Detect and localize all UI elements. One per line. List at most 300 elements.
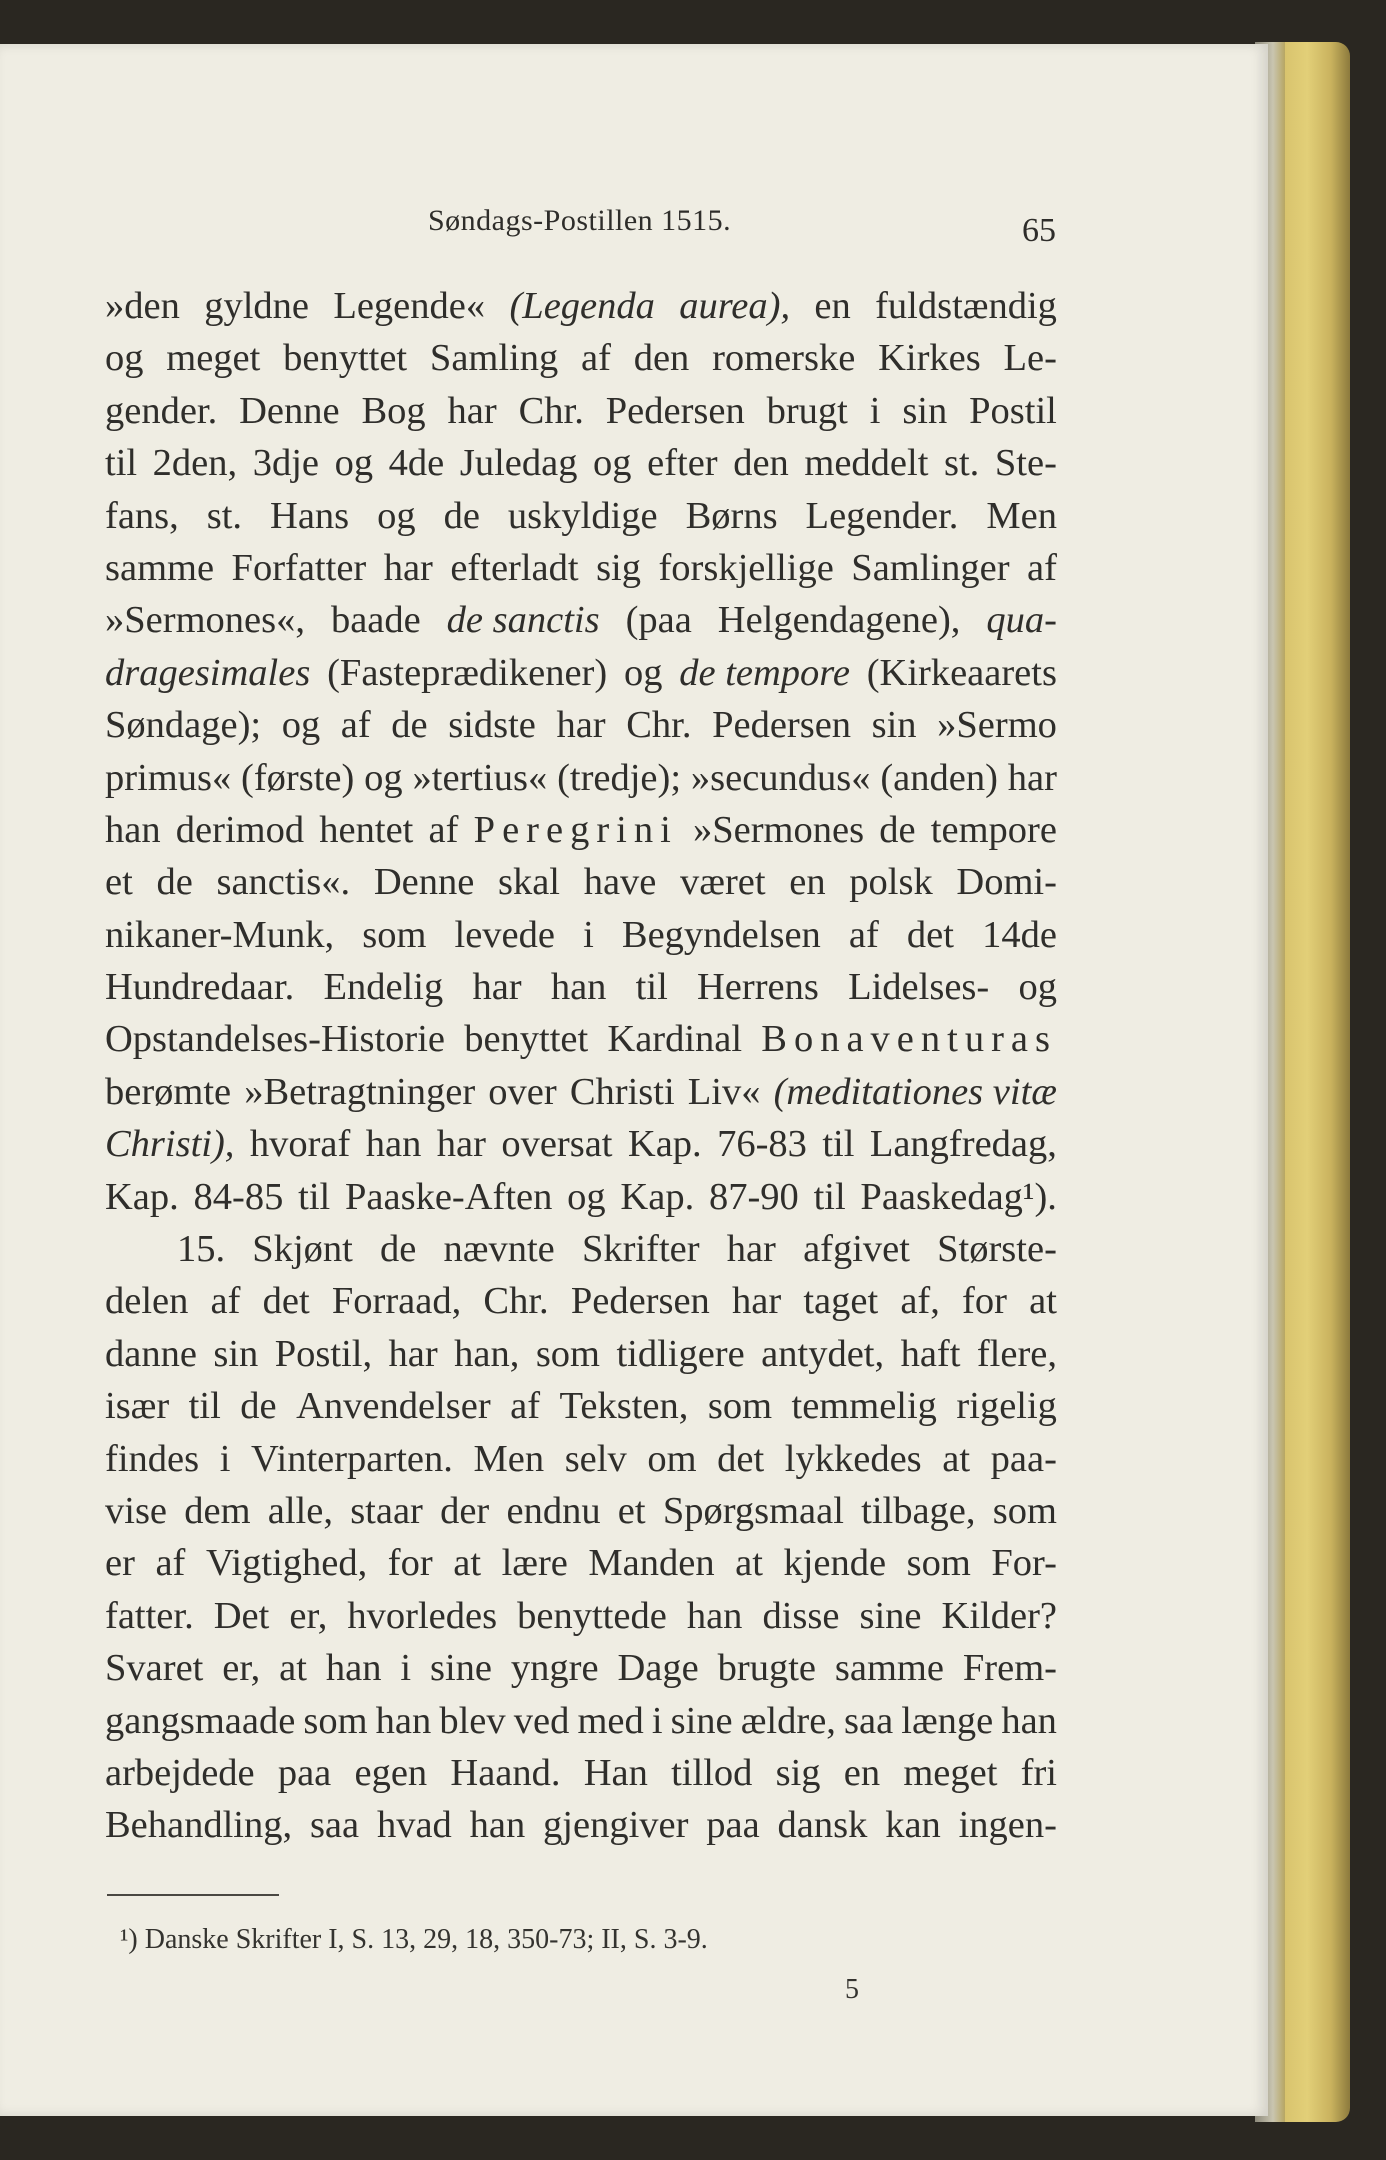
word: nikaner-Munk,	[105, 913, 335, 956]
word: danne	[105, 1332, 197, 1375]
word: forskjellige	[658, 546, 834, 589]
word: har	[383, 546, 433, 589]
word: hentet	[319, 808, 414, 851]
text-line	[105, 1118, 1057, 1170]
word: fuldstændig	[875, 285, 1057, 327]
word: han	[686, 1594, 743, 1637]
text-line	[105, 280, 1057, 332]
text-line	[105, 752, 1057, 804]
word: har	[472, 966, 522, 1009]
text-line	[105, 1223, 1057, 1275]
word: Forraad,	[331, 1280, 462, 1323]
word: der	[440, 1489, 490, 1532]
word: tempore	[930, 808, 1057, 851]
word: af	[1027, 546, 1057, 589]
word: af	[210, 1280, 241, 1323]
word: og	[623, 651, 663, 694]
word: er,	[222, 1647, 261, 1690]
word: sine	[670, 1699, 733, 1742]
word: og	[364, 756, 403, 799]
word: at	[735, 1542, 763, 1585]
word: saa	[844, 1699, 894, 1742]
word: (meditationes vitæ	[773, 1070, 1057, 1113]
word: af	[848, 913, 879, 956]
text-line	[105, 1433, 1057, 1485]
word: i	[651, 1699, 663, 1742]
word: Paaskedag¹).	[860, 1175, 1057, 1218]
word: gjengiver	[543, 1804, 689, 1847]
word: kan	[885, 1804, 941, 1847]
word: Chr.	[483, 1280, 549, 1323]
word: 76-83	[717, 1123, 807, 1166]
word: Christi	[569, 1070, 675, 1113]
word: fri	[1020, 1751, 1057, 1794]
word: Kap.	[105, 1175, 179, 1218]
word: Teksten,	[559, 1385, 689, 1428]
word: polsk	[849, 861, 933, 904]
text-line	[105, 542, 1057, 594]
word: brugte	[717, 1647, 816, 1690]
text-line	[105, 804, 1057, 856]
word: benyttet	[283, 337, 408, 380]
word: paa	[706, 1804, 760, 1847]
book-page	[0, 44, 1268, 2116]
word: har	[388, 1332, 438, 1375]
word: Vigtighed,	[205, 1542, 368, 1585]
text-line	[105, 332, 1057, 384]
word: er	[105, 1542, 135, 1585]
word: sine	[859, 1594, 922, 1637]
word: paa	[277, 1751, 332, 1794]
word: han	[325, 1647, 382, 1690]
word: Behandling,	[105, 1804, 293, 1847]
word: Chr.	[626, 704, 692, 747]
word: ældre,	[740, 1699, 836, 1742]
word: meget	[166, 337, 261, 380]
word: den	[633, 337, 690, 380]
word: til	[298, 1175, 331, 1218]
word: et	[105, 861, 133, 904]
word: lykkedes	[784, 1437, 922, 1480]
word: til	[635, 966, 668, 1009]
word: at	[1029, 1280, 1057, 1323]
word: Kilder?	[941, 1594, 1057, 1637]
word: benyttede	[517, 1594, 667, 1637]
word: dragesimales	[105, 651, 311, 694]
text-line	[105, 909, 1057, 961]
word: Børns	[685, 494, 778, 537]
word: Haand.	[450, 1751, 561, 1794]
word: Christi),	[105, 1123, 235, 1166]
word: Paaske-Aften	[345, 1175, 553, 1218]
word: Frem-	[962, 1647, 1057, 1690]
word: Domi-	[956, 861, 1057, 904]
word: de	[391, 704, 428, 747]
word: »Betragtninger	[244, 1070, 476, 1113]
word: at	[279, 1647, 307, 1690]
text-line	[105, 1275, 1057, 1327]
word: han	[550, 966, 607, 1009]
text-line	[105, 1328, 1057, 1380]
word: sig	[775, 1751, 821, 1794]
word: han	[375, 1699, 432, 1742]
word: Forfatter	[231, 546, 367, 589]
word: lære	[501, 1542, 568, 1585]
text-line	[105, 385, 1057, 437]
text-line	[105, 1747, 1057, 1799]
word: 3dje	[252, 442, 320, 485]
word: Vinterparten.	[251, 1437, 453, 1480]
word: levede	[454, 913, 555, 956]
word: til	[188, 1385, 221, 1428]
word: Kap.	[627, 1123, 702, 1166]
word: har	[436, 1123, 486, 1166]
word: han,	[454, 1332, 520, 1375]
word: Peregrini	[473, 808, 678, 851]
word: som	[992, 1489, 1057, 1532]
word: tilbage,	[861, 1489, 976, 1532]
word: sin	[871, 704, 917, 747]
word: Manden	[588, 1542, 715, 1585]
word: som	[707, 1385, 773, 1428]
word: »den	[105, 285, 180, 327]
word: de tempore	[679, 651, 850, 694]
word: taget	[803, 1280, 879, 1323]
word: tidligere	[616, 1332, 745, 1375]
word: gender.	[105, 389, 218, 432]
word: selv	[564, 1437, 627, 1480]
word: det	[906, 913, 954, 956]
word: til	[822, 1123, 855, 1166]
text-line	[105, 1695, 1057, 1747]
text-line	[105, 856, 1057, 908]
word: temmelig	[791, 1385, 937, 1428]
word: det	[717, 1437, 765, 1480]
word: alle,	[267, 1489, 333, 1532]
word: nævnte	[443, 1228, 555, 1271]
text-line	[105, 1485, 1057, 1537]
text-line	[105, 1380, 1057, 1432]
word: baade	[330, 599, 421, 642]
word: et	[617, 1489, 646, 1532]
word: Største-	[937, 1228, 1057, 1271]
word: Le-	[1003, 337, 1057, 380]
word: fans,	[105, 494, 179, 537]
word: Kap.	[620, 1175, 695, 1218]
word: er,	[289, 1594, 328, 1637]
word: 15.	[177, 1228, 226, 1271]
word: (Fasteprædikener)	[327, 651, 608, 694]
word: romerske	[712, 337, 856, 380]
footnote-divider	[107, 1894, 279, 1896]
word: Hans	[270, 494, 350, 537]
word: findes	[105, 1437, 200, 1480]
word: hvad	[376, 1804, 452, 1847]
text-line	[105, 1799, 1057, 1851]
word: at	[942, 1437, 971, 1480]
word: »Sermo	[937, 704, 1057, 747]
word: ingen-	[958, 1804, 1057, 1847]
word: Postil,	[274, 1332, 373, 1375]
word: For-	[991, 1542, 1057, 1585]
word: Lidelses-	[848, 966, 990, 1009]
text-line	[105, 1537, 1057, 1589]
word: Søndage);	[105, 704, 262, 747]
word: (første)	[241, 756, 355, 799]
word: for	[387, 1542, 433, 1585]
word: til	[813, 1175, 846, 1218]
word: derimod	[175, 808, 305, 851]
word: endnu	[506, 1489, 601, 1532]
word: fatter.	[105, 1594, 194, 1637]
word: rigelig	[956, 1385, 1057, 1428]
word: saa	[309, 1804, 360, 1847]
word: »tertius«	[412, 756, 548, 799]
word: efterladt	[450, 546, 579, 589]
word: egen	[354, 1751, 428, 1794]
word: han	[105, 808, 161, 851]
word: han	[1001, 1699, 1057, 1742]
word: uskyldige	[507, 494, 658, 537]
word: (paa	[625, 599, 692, 642]
word: har	[726, 1228, 776, 1271]
word: har	[731, 1280, 782, 1323]
word: skal	[497, 861, 561, 904]
word: Samlinger	[851, 546, 1010, 589]
word: i	[869, 389, 881, 432]
text-line	[105, 437, 1057, 489]
word: ved	[513, 1699, 570, 1742]
word: disse	[762, 1594, 840, 1637]
word: Begyndelsen	[621, 913, 821, 956]
word: af,	[900, 1280, 940, 1323]
word: i	[219, 1437, 231, 1480]
word: af	[581, 337, 611, 380]
word: været	[680, 861, 766, 904]
word: Pedersen	[712, 704, 852, 747]
word: aurea),	[679, 285, 791, 327]
word: Pedersen	[570, 1280, 710, 1323]
word: som	[362, 913, 427, 956]
word: arbejdede	[105, 1751, 255, 1794]
text-line	[105, 1066, 1057, 1118]
word: af	[510, 1385, 541, 1428]
word: gangsmaade	[105, 1699, 296, 1742]
word: i	[400, 1647, 412, 1690]
word: Det	[213, 1594, 270, 1637]
word: Men	[473, 1437, 545, 1480]
word: Ste-	[994, 442, 1057, 485]
text-line	[105, 647, 1057, 699]
word: Opstandelses-Historie	[105, 1018, 446, 1061]
word: Pedersen	[605, 389, 745, 432]
word: Svaret	[105, 1647, 204, 1690]
text-line	[105, 699, 1057, 751]
word: af	[155, 1542, 186, 1585]
signature-mark: 5	[845, 1974, 859, 2005]
word: over	[488, 1070, 557, 1113]
word: benyttet	[464, 1018, 589, 1061]
word: den	[733, 442, 789, 485]
word: det	[262, 1280, 310, 1323]
word: Herrens	[697, 966, 819, 1009]
word: Samling	[429, 337, 559, 380]
word: Legende«	[333, 285, 486, 327]
page-number: 65	[1022, 212, 1056, 249]
text-line	[105, 1590, 1057, 1642]
word: de	[380, 1228, 417, 1271]
word: de	[443, 494, 480, 537]
word: 84-85	[193, 1175, 284, 1218]
word: Skrifter	[581, 1228, 700, 1271]
word: Denne	[373, 861, 475, 904]
word: hvorledes	[347, 1594, 498, 1637]
word: de	[240, 1385, 277, 1428]
word: har	[556, 704, 606, 747]
word: Postil	[969, 389, 1057, 432]
word: dem	[184, 1489, 251, 1532]
word: meget	[903, 1751, 998, 1794]
word: Spørgsmaal	[662, 1489, 844, 1532]
text-line	[105, 1642, 1057, 1694]
word: for	[962, 1280, 1007, 1323]
text-line	[105, 1171, 1057, 1223]
word: samme	[834, 1647, 944, 1690]
word: han	[365, 1123, 422, 1166]
word: sin	[213, 1332, 259, 1375]
word: hvoraf	[249, 1123, 351, 1166]
word: af	[428, 808, 459, 851]
word: Bonaventuras	[761, 1018, 1057, 1061]
word: i	[583, 913, 594, 956]
word: st.	[943, 442, 980, 485]
word: og	[1018, 966, 1057, 1009]
word: som	[303, 1699, 368, 1742]
word: (Kirkeaarets	[866, 651, 1057, 694]
word: Men	[986, 494, 1057, 537]
word: Helgendagene),	[717, 599, 961, 642]
word: meddelt	[804, 442, 929, 485]
word: Juledag	[459, 442, 578, 485]
word: afgivet	[803, 1228, 910, 1271]
word: Denne	[239, 389, 340, 432]
word: Liv«	[687, 1070, 761, 1113]
word: Han	[583, 1751, 648, 1794]
text-line	[105, 961, 1057, 1013]
word: Legender.	[805, 494, 959, 537]
word: haft	[900, 1332, 961, 1375]
word: »secundus«	[690, 756, 871, 799]
footnote: ¹) Danske Skrifter I, S. 13, 29, 18, 350-73; II, S. 3-9.	[120, 1924, 708, 1955]
word: 2den,	[152, 442, 238, 485]
word: Skjønt	[252, 1228, 353, 1271]
text-line	[105, 1013, 1057, 1065]
word: sin	[902, 389, 948, 432]
word: staar	[350, 1489, 423, 1532]
word: især	[105, 1385, 170, 1428]
running-head: Søndags-Postillen 1515.	[428, 204, 732, 237]
word: og	[281, 704, 321, 747]
word: de	[879, 808, 916, 851]
word: (Legenda	[509, 285, 655, 327]
word: en	[814, 285, 851, 327]
word: sidste	[448, 704, 536, 747]
text-line	[105, 594, 1057, 646]
word: af	[340, 704, 371, 747]
word: Kirkes	[878, 337, 981, 380]
word: Hundredaar.	[105, 966, 295, 1009]
word: har	[1007, 756, 1057, 799]
word: de sanctis	[446, 599, 600, 642]
word: efter	[647, 442, 718, 485]
word: dansk	[777, 1804, 868, 1847]
word: 14de	[982, 913, 1057, 956]
word: om	[647, 1437, 697, 1480]
word: at	[453, 1542, 482, 1585]
word: Anvendelser	[296, 1385, 491, 1428]
word: antydet,	[761, 1332, 885, 1375]
word: og	[377, 494, 416, 537]
word: (anden)	[880, 756, 998, 799]
word: med	[577, 1699, 644, 1742]
word: st.	[206, 494, 243, 537]
word: som	[906, 1542, 971, 1585]
word: samme	[105, 546, 215, 589]
word: han	[469, 1804, 526, 1847]
word: længe	[901, 1699, 994, 1742]
word: gyldne	[204, 285, 309, 327]
word: brugt	[766, 389, 848, 432]
word: berømte	[105, 1070, 232, 1113]
word: qua-	[986, 599, 1057, 642]
word: og	[567, 1175, 606, 1218]
word: blev	[439, 1699, 506, 1742]
word: »Sermones«,	[105, 599, 305, 642]
word: og	[593, 442, 632, 485]
word: har	[447, 389, 497, 432]
word: sig	[596, 546, 641, 589]
word: sine	[429, 1647, 493, 1690]
word: Langfredag,	[869, 1123, 1057, 1166]
word: en	[843, 1751, 881, 1794]
word: vise	[105, 1489, 168, 1532]
word: oversat	[501, 1123, 613, 1166]
word: og	[105, 337, 144, 380]
word: Kardinal	[607, 1018, 743, 1061]
body-text	[105, 280, 1057, 1852]
word: til	[105, 442, 138, 485]
word: yngre	[510, 1647, 599, 1690]
word: flere,	[976, 1332, 1057, 1375]
word: delen	[105, 1280, 189, 1323]
word: Dage	[617, 1647, 699, 1690]
word: og	[334, 442, 374, 485]
word: »Sermones	[692, 808, 865, 851]
word: Endelig	[323, 966, 444, 1009]
word: 87-90	[708, 1175, 799, 1218]
word: som	[535, 1332, 600, 1375]
word: en	[789, 861, 826, 904]
word: Bog	[361, 389, 426, 432]
word: primus«	[105, 756, 232, 799]
word: have	[583, 861, 657, 904]
word: de	[156, 861, 193, 904]
word: sanctis«.	[216, 861, 351, 904]
word: kjende	[783, 1542, 887, 1585]
word: Chr.	[518, 389, 584, 432]
word: 4de	[388, 442, 445, 485]
word: (tredje);	[557, 756, 682, 799]
